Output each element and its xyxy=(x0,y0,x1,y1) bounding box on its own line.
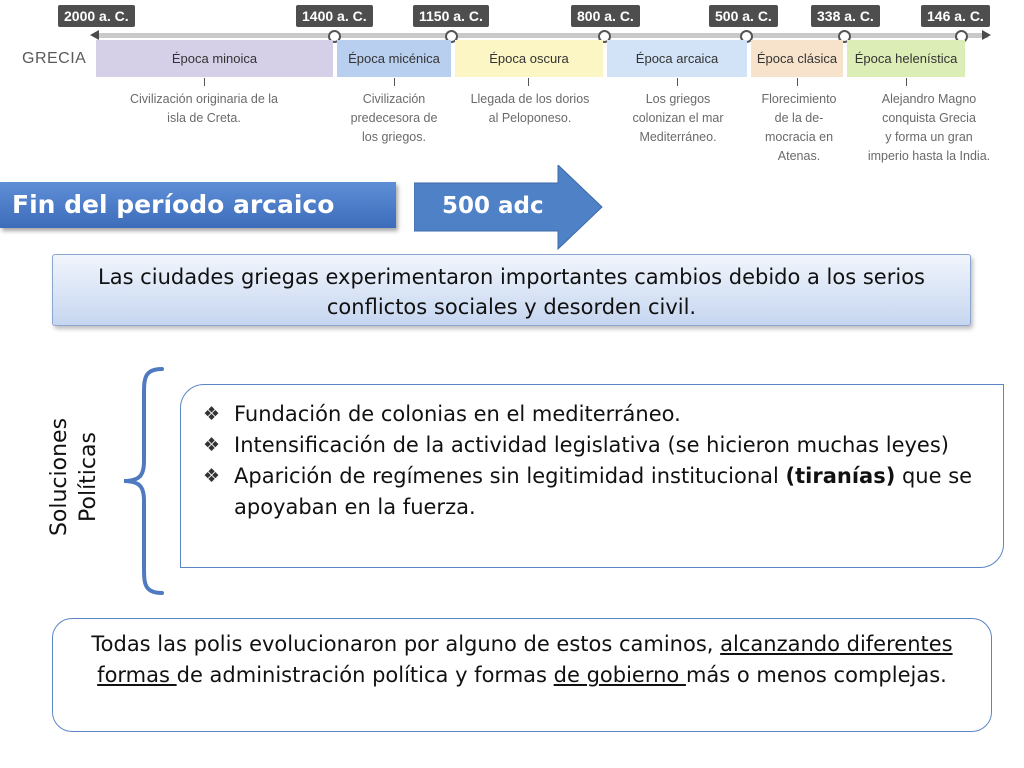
timeline-date-146: 146 a. C. xyxy=(921,5,990,27)
solution-item xyxy=(203,430,983,461)
epoch-helenistica: Época helenística xyxy=(847,40,965,77)
diamond-bullet-icon: ❖ xyxy=(203,434,221,456)
conclusion-text: de administración política y formas xyxy=(176,663,554,687)
conclusion-text: Todas las polis evolucionaron por alguno de estos caminos, xyxy=(91,632,721,656)
solution-text: Fundación de colonias en el mediterráneo. xyxy=(234,402,681,426)
conclusion-text-underlined: de gobierno xyxy=(553,663,686,687)
timeline-date-1400: 1400 a. C. xyxy=(296,5,373,27)
date-arrow-label: 500 adc xyxy=(442,193,544,219)
timeline-date-2000: 2000 a. C. xyxy=(58,5,135,27)
epoch-minoica-description: Civilización originaria de la isla de Creta. xyxy=(130,92,278,125)
timeline-tick xyxy=(677,78,678,86)
side-label-line1: Soluciones xyxy=(47,417,72,537)
timeline-tick xyxy=(394,78,395,86)
epoch-micenica: Época micénica xyxy=(337,40,451,77)
timeline-date-1150: 1150 a. C. xyxy=(413,5,489,27)
solutions-box xyxy=(180,384,1004,568)
conclusion-box xyxy=(52,618,992,732)
timeline-tick xyxy=(528,78,529,86)
timeline-axis xyxy=(96,33,988,38)
side-label xyxy=(44,362,104,592)
epoch-arcaica: Época arcaica xyxy=(607,40,747,77)
timeline-date-338: 338 a. C. xyxy=(811,5,880,27)
intro-text: Las ciudades griegas experimentaron importantes cambios debido a los serios conflictos sociales y desorden civil. xyxy=(98,265,925,319)
timeline-tick xyxy=(204,78,205,86)
diamond-bullet-icon: ❖ xyxy=(203,465,221,487)
intro-box xyxy=(52,254,971,326)
epoch-arcaica-description: Los griegos colonizan el mar Mediterráneo. xyxy=(632,92,724,144)
timeline-date-800: 800 a. C. xyxy=(571,5,640,27)
epoch-oscura-description: Llegada de los dorios al Peloponeso. xyxy=(470,92,590,125)
epoch-oscura: Época oscura xyxy=(455,40,603,77)
epoch-micenica-description: Civilización predecesora de los griegos. xyxy=(350,92,438,144)
solution-text: Intensificación de la actividad legislativa (se hicieron muchas leyes) xyxy=(234,433,949,457)
timeline-country-label: GRECIA xyxy=(22,50,87,67)
conclusion-text: más o menos complejas. xyxy=(685,663,947,687)
arrow-right-icon xyxy=(982,30,991,40)
solution-text: que se apoyaban en la fuerza. xyxy=(234,464,973,519)
conclusion-text-underlined: alcanzando diferentes formas xyxy=(97,632,953,687)
solution-text: Aparición de regímenes sin legitimidad institucional xyxy=(234,464,786,488)
solution-item xyxy=(203,399,983,430)
arrow-left-icon xyxy=(90,30,99,40)
epoch-helenistica-description: Alejandro Magno conquista Grecia y forma un gran imperio hasta la India. xyxy=(867,92,991,163)
greece-timeline xyxy=(0,0,1024,175)
solution-text-bold: (tiranías) xyxy=(785,464,896,488)
epoch-clasica: Época clásica xyxy=(751,40,843,77)
epoch-clasica-description: Florecimiento de la de- mocracia en Atenas. xyxy=(761,92,837,163)
timeline-tick xyxy=(797,78,798,86)
diamond-bullet-icon: ❖ xyxy=(203,403,221,425)
date-arrow xyxy=(414,165,604,250)
side-label-line2: Políticas xyxy=(76,432,101,522)
slide-title: Fin del período arcaico xyxy=(0,182,396,228)
left-brace-icon xyxy=(118,365,170,597)
epoch-minoica: Época minoica xyxy=(96,40,333,77)
solution-item xyxy=(203,461,983,523)
timeline-tick xyxy=(906,78,907,86)
timeline-date-500: 500 a. C. xyxy=(709,5,778,27)
